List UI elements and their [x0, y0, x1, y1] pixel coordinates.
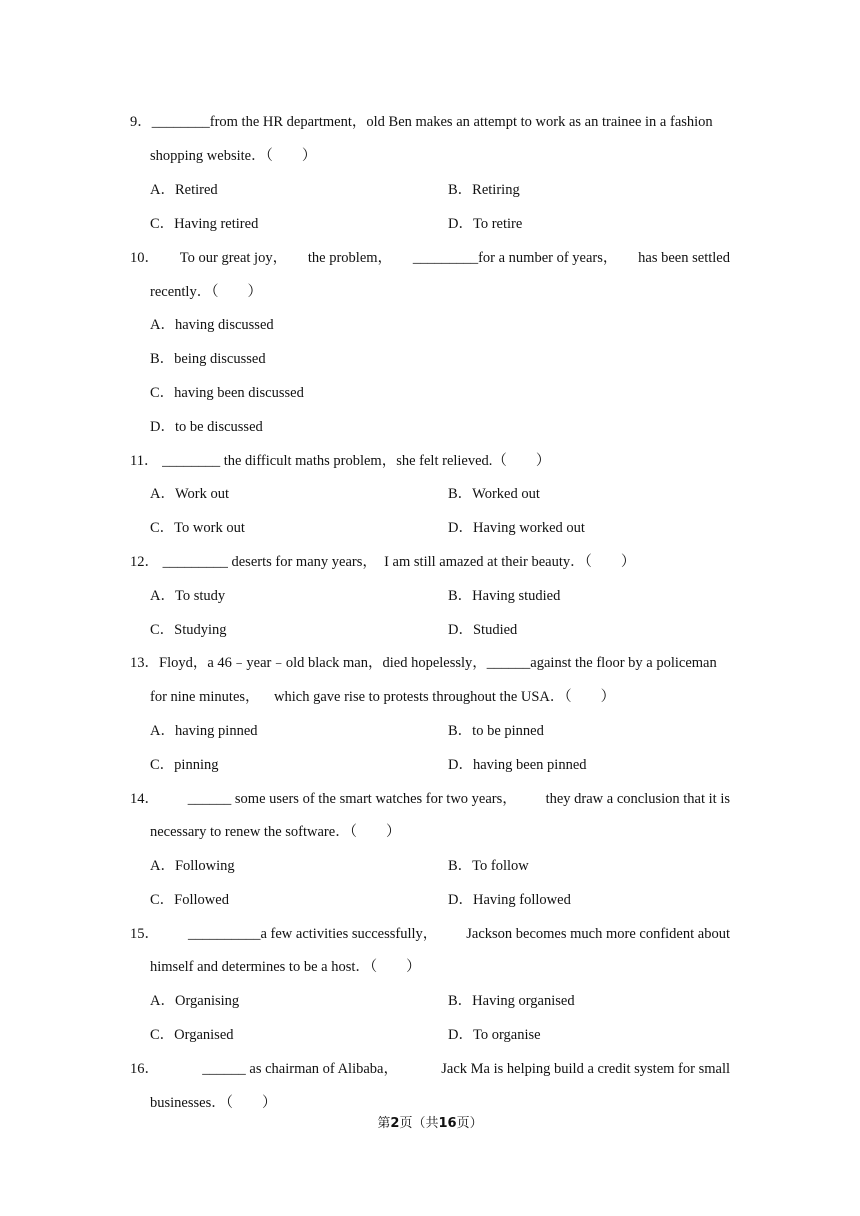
question-text: ________ the difficult maths problem，she felt relieved.（ ） — [162, 453, 551, 469]
question-13-option-c[interactable]: C．pinning — [150, 757, 219, 773]
question-12-option-d[interactable]: D．Studied — [448, 622, 518, 638]
question-15-option-c[interactable]: C．Organised — [150, 1027, 234, 1043]
question-text-part: they draw a conclusion that it is — [545, 791, 730, 807]
question-10-option-b[interactable]: B．being discussed — [150, 351, 266, 367]
question-13-option-b[interactable]: B．to be pinned — [448, 723, 544, 739]
question-10-option-c[interactable]: C．having been discussed — [150, 385, 304, 401]
question-text: ________from the HR department，old Ben makes an attempt to work as an trainee in a fashion — [151, 114, 713, 130]
question-14-option-d[interactable]: D．Having followed — [448, 892, 571, 908]
question-14-option-a[interactable]: A．Following — [150, 858, 235, 874]
question-number: 16． — [130, 1061, 159, 1077]
question-13-stem-cont: for nine minutes， which gave rise to protests throughout the USA．（ ） — [150, 689, 616, 705]
question-16-stem-cont: businesses．（ ） — [150, 1095, 277, 1111]
question-text-part: _________for a number of years， — [412, 250, 618, 266]
question-number: 15． — [130, 926, 159, 942]
question-number: 11． — [130, 453, 159, 469]
question-text-part: ______ as chairman of Alibaba， — [202, 1061, 398, 1077]
question-9-stem — [130, 113, 730, 131]
question-text-part: Jackson becomes much more confident about — [466, 926, 730, 942]
question-number: 9． — [130, 114, 152, 130]
question-9-option-b[interactable]: B．Retiring — [448, 182, 520, 198]
question-12-option-a[interactable]: A．To study — [150, 588, 226, 604]
total-pages: 16 — [438, 1116, 457, 1131]
question-10-stem — [130, 249, 730, 267]
question-text-part: __________a few activities successfully， — [187, 926, 438, 942]
question-9-option-d[interactable]: D．To retire — [448, 216, 523, 232]
question-12-option-c[interactable]: C．Studying — [150, 622, 227, 638]
question-15-stem-cont: himself and determines to be a host．（ ） — [150, 959, 421, 975]
question-10-option-d[interactable]: D．to be discussed — [150, 419, 263, 435]
question-12-option-b[interactable]: B．Having studied — [448, 588, 561, 604]
page-footer — [0, 1112, 860, 1131]
question-11-option-a[interactable]: A．Work out — [150, 486, 229, 502]
question-text-part: ______ some users of the smart watches for two years， — [187, 791, 517, 807]
question-15-option-d[interactable]: D．To organise — [448, 1027, 541, 1043]
question-11-stem — [130, 452, 730, 470]
question-15-option-a[interactable]: A．Organising — [150, 993, 240, 1009]
question-14-option-b[interactable]: B．To follow — [448, 858, 529, 874]
question-number: 14． — [130, 791, 159, 807]
question-number: 13． — [130, 655, 159, 671]
question-10-option-a[interactable]: A．having discussed — [150, 317, 274, 333]
footer-middle: 页（共 — [399, 1116, 439, 1131]
question-10-stem-cont: recently．（ ） — [150, 284, 262, 300]
question-text-part: the problem， — [307, 250, 393, 266]
question-number: 12． — [130, 554, 159, 570]
question-11-option-b[interactable]: B．Worked out — [448, 486, 540, 502]
footer-suffix: 页） — [456, 1116, 483, 1131]
question-16-stem — [130, 1060, 730, 1078]
question-text-part: Jack Ma is helping build a credit system for small — [441, 1061, 730, 1077]
question-14-stem — [130, 790, 730, 808]
question-12-stem — [130, 553, 730, 571]
question-13-stem — [130, 654, 730, 672]
question-text: _________ deserts for many years， I am still amazed at their beauty．（ ） — [162, 554, 636, 570]
question-number: 10． — [130, 250, 159, 266]
question-11-option-d[interactable]: D．Having worked out — [448, 520, 585, 536]
question-13-option-a[interactable]: A．having pinned — [150, 723, 258, 739]
question-13-option-d[interactable]: D．having been pinned — [448, 757, 587, 773]
question-9-stem-cont: shopping website．（ ） — [150, 148, 317, 164]
question-9-option-a[interactable]: A．Retired — [150, 182, 218, 198]
question-14-option-c[interactable]: C．Followed — [150, 892, 229, 908]
question-text: Floyd，a 46﹣year﹣old black man，died hopelessly，______against the floor by a policeman — [159, 655, 717, 671]
page-number: 2 — [390, 1116, 400, 1131]
question-text-part: has been settled — [638, 250, 730, 266]
question-text-part: To our great joy， — [179, 250, 288, 266]
question-14-stem-cont: necessary to renew the software．（ ） — [150, 824, 401, 840]
question-15-stem — [130, 925, 730, 943]
footer-prefix: 第 — [377, 1116, 391, 1131]
question-15-option-b[interactable]: B．Having organised — [448, 993, 575, 1009]
question-11-option-c[interactable]: C．To work out — [150, 520, 245, 536]
question-9-option-c[interactable]: C．Having retired — [150, 216, 259, 232]
